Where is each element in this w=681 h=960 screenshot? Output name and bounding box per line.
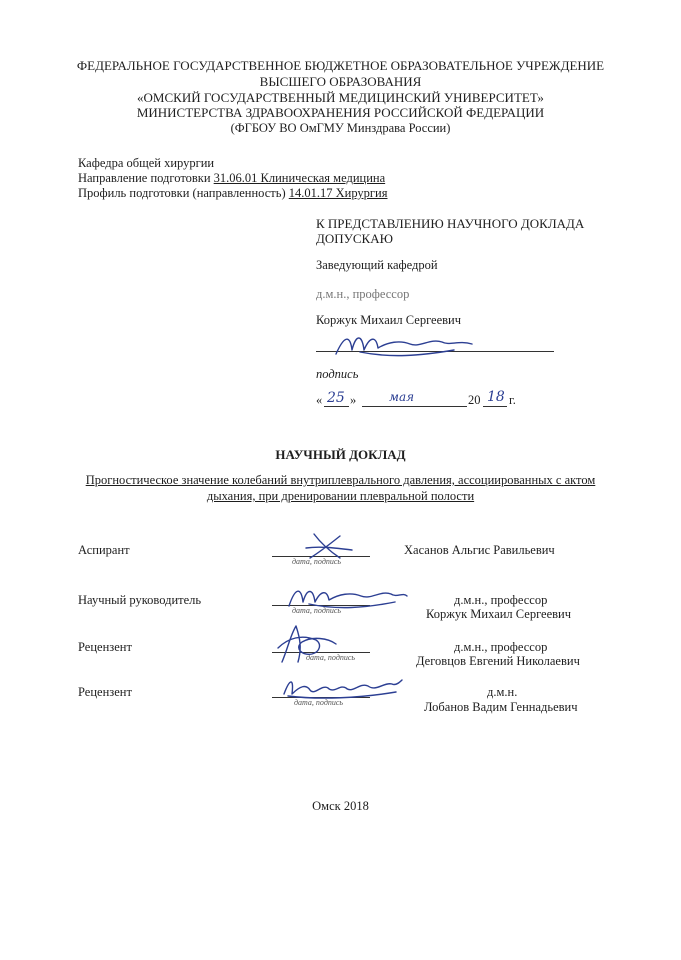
signatory-name: Хасанов Альгис Равильевич	[404, 543, 555, 557]
signatory-degree: д.м.н., профессор	[454, 640, 548, 654]
svg-text:25: 25	[327, 390, 345, 406]
approval-position: Заведующий кафедрой	[316, 258, 438, 272]
profile	[78, 186, 388, 201]
aspirant-signature-image	[300, 530, 360, 562]
header-line-3: «ОМСКИЙ ГОСУДАРСТВЕННЫЙ МЕДИЦИНСКИЙ УНИВЕРСИТЕТ»	[137, 90, 544, 105]
signatory-sublabel: дата, подпись	[292, 557, 342, 566]
direction	[78, 171, 385, 186]
date-month-handwriting	[388, 388, 428, 406]
date-close-quote: »	[350, 393, 357, 407]
approval-name: Коржук Михаил Сергеевич	[316, 313, 462, 327]
date-month-line	[362, 406, 467, 407]
signatory-name: Лобанов Вадим Геннадьевич	[424, 700, 578, 714]
signatory-sublabel: дата, подпись	[306, 653, 356, 662]
signatory-name: Деговцов Евгений Николаевич	[416, 654, 580, 668]
signatory-role: Рецензент	[78, 640, 132, 654]
signatory-name: Коржук Михаил Сергеевич	[426, 607, 572, 621]
profile-value: 14.01.17 Хирургия	[288, 186, 388, 200]
header-line-5: (ФГБОУ ВО ОмГМУ Минздрава России)	[230, 121, 451, 135]
city-year: Омск 2018	[312, 799, 369, 813]
signatory-role: Аспирант	[78, 543, 130, 557]
report-topic-line-1: Прогностическое значение колебаний внутриплеврального давления, ассоциированных с актом	[85, 473, 596, 487]
date-unit: г.	[509, 393, 516, 407]
header-line-1: ФЕДЕРАЛЬНОЕ ГОСУДАРСТВЕННОЕ БЮДЖЕТНОЕ ОБРАЗОВАТЕЛЬНОЕ УЧРЕЖДЕНИЕ	[76, 58, 605, 73]
date-day-line	[324, 406, 349, 407]
signatory-degree: д.м.н., профессор	[454, 593, 548, 607]
profile-label: Профиль подготовки (направленность)	[78, 186, 289, 200]
signatory-role: Научный руководитель	[78, 593, 202, 607]
date-open-quote: «	[316, 393, 323, 407]
signatory-role: Рецензент	[78, 685, 132, 699]
date-year-handwriting	[486, 387, 508, 405]
report-topic-line-2: дыхания, при дренировании плевральной полости	[206, 489, 475, 503]
signatory-degree: д.м.н.	[487, 685, 518, 699]
approval-degree: д.м.н., профессор	[316, 287, 410, 301]
header-line-2: ВЫСШЕГО ОБРАЗОВАНИЯ	[259, 74, 422, 89]
svg-text:мая: мая	[389, 390, 415, 404]
head-signature-image	[330, 328, 480, 362]
supervisor-signature-image	[285, 582, 410, 612]
approval-line-1: К ПРЕДСТАВЛЕНИЮ НАУЧНОГО ДОКЛАДА	[316, 216, 585, 231]
header-line-4: МИНИСТЕРСТВА ЗДРАВООХРАНЕНИЯ РОССИЙСКОЙ ФЕДЕРАЦИИ	[136, 105, 545, 120]
signatory-sublabel: дата, подпись	[292, 606, 342, 615]
reviewer-2-signature-image	[280, 672, 405, 702]
date-day-handwriting	[326, 388, 350, 406]
signatory-sublabel: дата, подпись	[294, 698, 344, 707]
department: Кафедра общей хирургии	[78, 156, 215, 170]
reviewer-1-signature-image	[272, 618, 342, 668]
direction-label: Направление подготовки	[78, 171, 214, 185]
signature-label: подпись	[316, 367, 359, 381]
date-year-line	[483, 406, 507, 407]
svg-text:18: 18	[487, 389, 505, 405]
report-title: НАУЧНЫЙ ДОКЛАД	[275, 447, 406, 462]
direction-value: 31.06.01 Клиническая медицина	[213, 171, 386, 185]
date-year-prefix: 20	[468, 393, 481, 407]
approval-line-2: ДОПУСКАЮ	[316, 231, 393, 246]
